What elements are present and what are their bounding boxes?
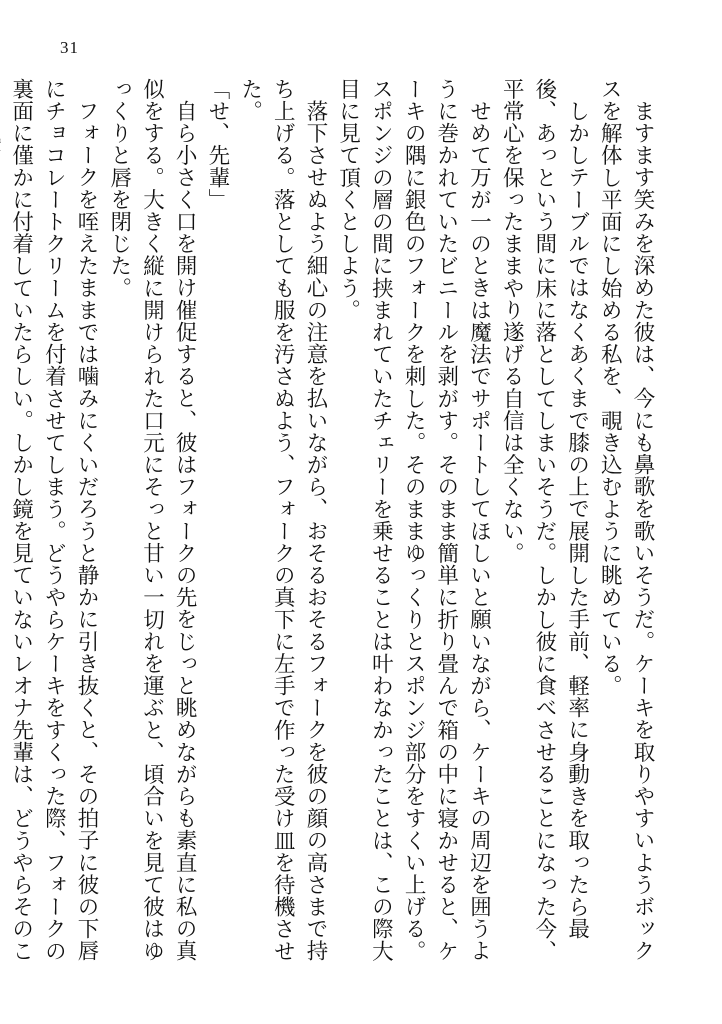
- page-number: 31: [60, 38, 79, 57]
- novel-body-text: [8, 78, 658, 978]
- paragraph-2: しかしテーブルではなくあくまで膝の上で展開した手前、軽率に身動きを取ったら最後、あっという間に床に落としてしまいそうだ。しかし彼に食べさせることになった今、平常心を保ったままやり遂げる自信は全くない。: [499, 78, 590, 962]
- paragraph-1: ますます笑みを深めた彼は、今にも鼻歌を歌いそうだ。ケーキを取りやすいようボックスを解体し平面にし始める私を、覗き込むように眺めている。: [597, 78, 655, 962]
- paragraph-6: フォークを咥えたままでは噛みにくいだろうと静かに引き抜くと、その拍子に彼の下唇にチョコレートクリームを付着させてしまう。どうやらケーキをすくった際、フォークの裏面に僅かに付着していたらしい。しかし鏡を見ていないレオナ先輩は、どうやらそのこ: [8, 78, 100, 962]
- paragraph-4: 落下させぬよう細心の注意を払いながら、おそるおそるフォークを彼の顔の高さまで持ち上げる。落としても服を汚さぬよう、フォークの真下に左手で作った受け皿を待機させた。: [237, 78, 328, 962]
- paragraph-3: せめて万が一のときは魔法でサポートしてほしいと願いながら、ケーキの周辺を囲うように巻かれていたビニールを剥がす。そのまま簡単に折り畳んで箱の中に寝かせると、ケーキの隅に銀色のフォークを刺した。そのままゆっくりとスポンジ部分をすくい上げる。スポンジの層の間に挟まれていたチェリーを乗せることは叶わなかったことは、この際大目に見て頂くとしよう。: [335, 78, 492, 962]
- dialogue-line: 「せ、先輩」: [204, 78, 230, 211]
- paragraph-5: 自ら小さく口を開け催促すると、彼はフォークの先をじっと眺めながらも素直に私の真似をする。大きく縦に開けられた口元にそっと甘い一切れを運ぶと、頃合いを見て彼はゆっくりと唇を閉じた。: [106, 78, 198, 962]
